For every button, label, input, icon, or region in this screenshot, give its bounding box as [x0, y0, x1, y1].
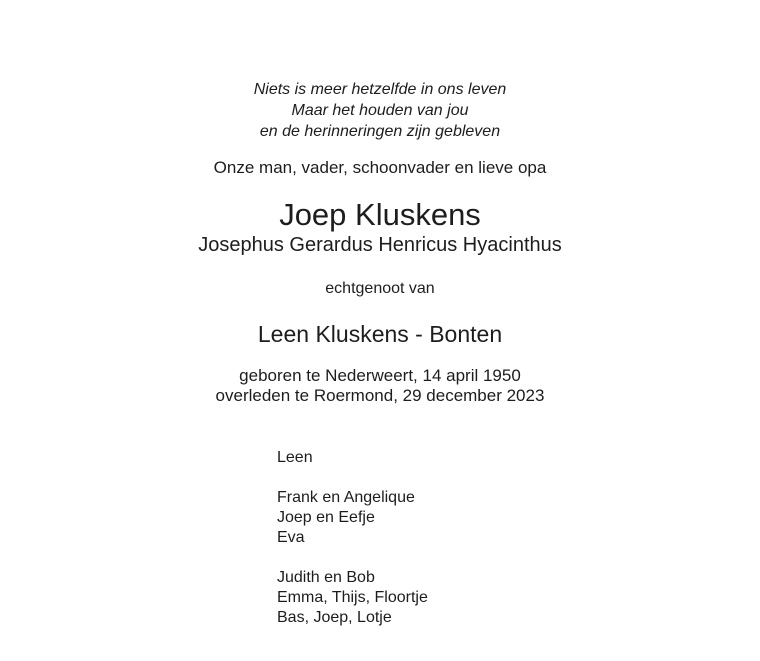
- poem-line-3: en de herinneringen zijn gebleven: [259, 123, 501, 140]
- death-line: overleden te Roermond, 29 december 2023: [215, 386, 545, 405]
- life-dates: [0, 366, 760, 406]
- family-member: Frank en Angelique: [277, 489, 415, 506]
- family-member: Bas, Joep, Lotje: [277, 609, 392, 626]
- relation-line: echtgenoot van: [325, 280, 435, 297]
- poem-line-2: Maar het houden van jou: [291, 102, 469, 119]
- birth-line: geboren te Nederweert, 14 april 1950: [239, 366, 521, 385]
- family-member: Judith en Bob: [277, 569, 375, 586]
- deceased-name: Joep Kluskens: [279, 197, 481, 232]
- family-member: Leen: [277, 449, 313, 466]
- spouse-name: Leen Kluskens - Bonten: [257, 321, 503, 347]
- family-group-children-2: [277, 568, 428, 628]
- deceased-full-name: Josephus Gerardus Henricus Hyacinthus: [198, 234, 562, 256]
- poem-line-1: Niets is meer hetzelfde in ons leven: [253, 81, 507, 98]
- family-member: Joep en Eefje: [277, 509, 375, 526]
- family-member: Eva: [277, 529, 305, 546]
- family-member: Emma, Thijs, Floortje: [277, 589, 428, 606]
- family-group-children-1: [277, 488, 428, 548]
- poem: [0, 79, 760, 142]
- intro-line: Onze man, vader, schoonvader en lieve opa: [213, 158, 547, 177]
- family-group-spouse: [277, 448, 428, 468]
- family-list: [277, 448, 428, 628]
